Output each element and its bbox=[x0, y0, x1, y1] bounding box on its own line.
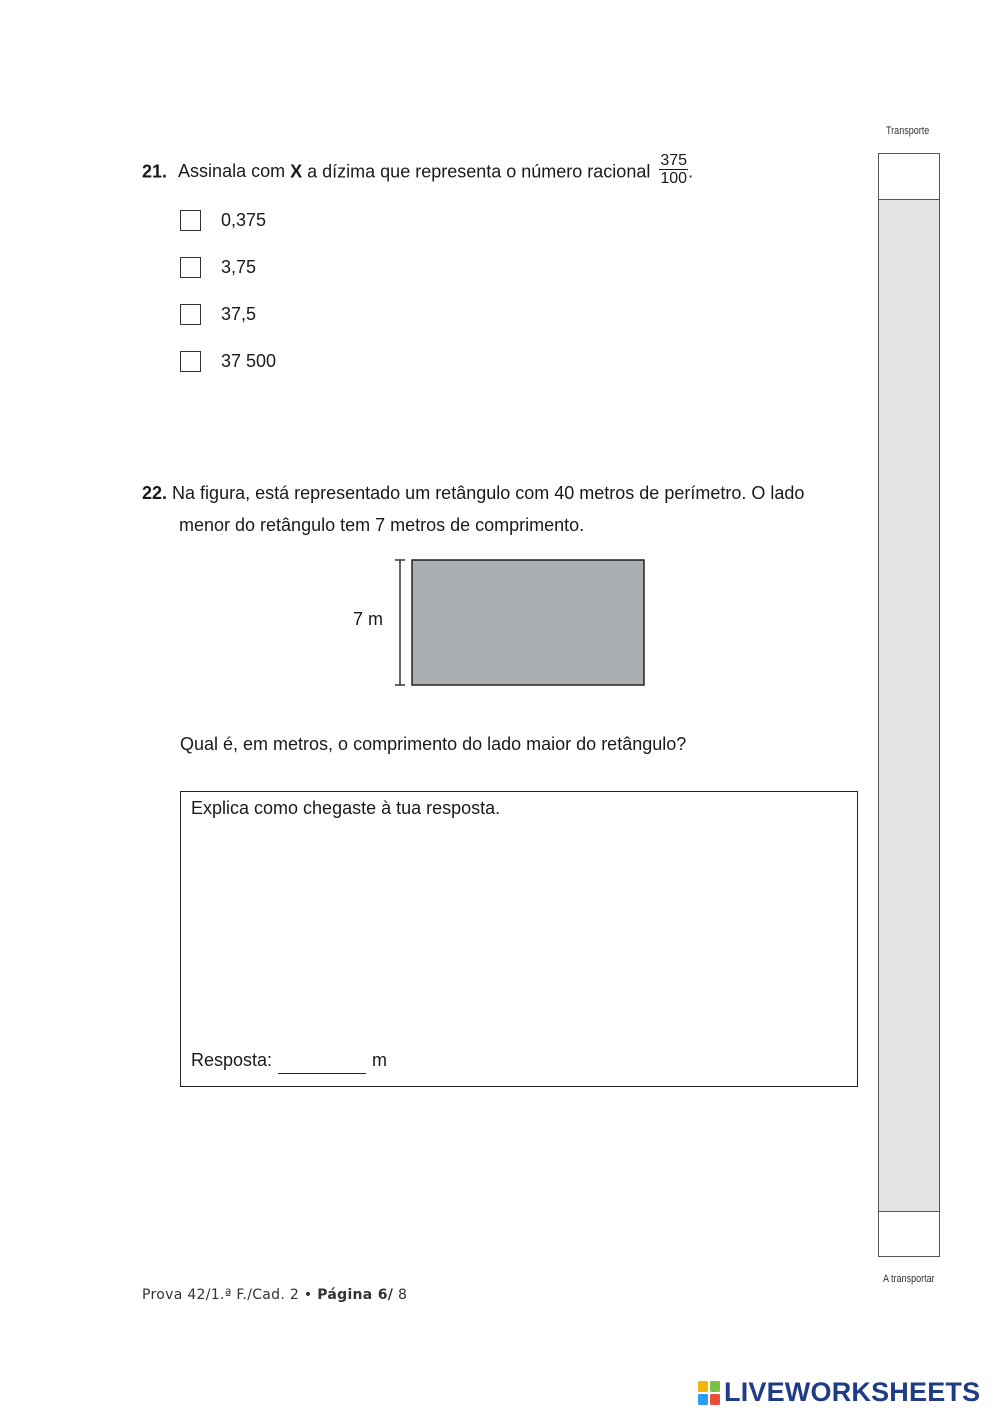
question-22 bbox=[142, 477, 858, 541]
option-37-500[interactable] bbox=[180, 349, 276, 373]
question-21-number: 21. bbox=[142, 161, 168, 182]
option-0-375-checkbox[interactable] bbox=[180, 210, 201, 231]
question-21-mark: X bbox=[290, 161, 303, 182]
footer-exam-id: Prova 42/1.ª F./Cad. 2 bbox=[142, 1287, 300, 1303]
question-21-text-after: a dízima que representa o número racional bbox=[307, 161, 651, 182]
option-3-75[interactable] bbox=[180, 255, 256, 279]
rectangle-height-label: 7 m bbox=[353, 609, 384, 629]
option-0-375-label: 0,375 bbox=[221, 209, 267, 230]
question-21-period: . bbox=[688, 161, 694, 182]
fraction-numerator: 375 bbox=[660, 152, 688, 169]
page-footer bbox=[142, 1287, 407, 1303]
a-transportar-label: A transportar bbox=[883, 1273, 935, 1285]
fraction-denominator: 100 bbox=[660, 170, 688, 187]
option-3-75-checkbox[interactable] bbox=[180, 257, 201, 278]
option-37-500-label: 37 500 bbox=[221, 350, 277, 371]
score-column bbox=[878, 153, 940, 1257]
question-22-line-1: Na figura, está representado um retângulo com 40 metros de perímetro. O lado bbox=[172, 483, 805, 503]
option-37-500-checkbox[interactable] bbox=[180, 351, 201, 372]
question-21 bbox=[142, 152, 694, 190]
transporte-label: Transporte bbox=[886, 125, 930, 137]
answer-box[interactable] bbox=[180, 791, 858, 1087]
transporte-box bbox=[879, 154, 939, 200]
liveworksheets-name: LIVEWORKSHEETS bbox=[724, 1377, 981, 1407]
question-21-text-before: Assinala com bbox=[178, 161, 286, 182]
a-transportar-box bbox=[879, 1211, 939, 1256]
question-22-line-2: menor do retângulo tem 7 metros de comprimento. bbox=[179, 515, 585, 535]
answer-label: Resposta: bbox=[191, 1050, 273, 1070]
rectangle-figure bbox=[340, 555, 660, 691]
question-22-number: 22. bbox=[142, 483, 168, 503]
option-0-375[interactable] bbox=[180, 208, 266, 232]
option-37-5-label: 37,5 bbox=[221, 303, 257, 324]
liveworksheets-brand[interactable] bbox=[697, 1377, 980, 1408]
footer-page-label: Página 6/ bbox=[317, 1287, 394, 1303]
answer-input[interactable] bbox=[278, 1051, 366, 1074]
answer-line bbox=[191, 1050, 387, 1074]
option-37-5-checkbox[interactable] bbox=[180, 304, 201, 325]
option-3-75-label: 3,75 bbox=[221, 256, 257, 277]
option-37-5[interactable] bbox=[180, 302, 256, 326]
rectangle-shape bbox=[412, 560, 644, 685]
fraction-375-100 bbox=[659, 152, 688, 187]
footer-page-total: 8 bbox=[397, 1287, 408, 1303]
footer-bullet: • bbox=[303, 1287, 313, 1303]
question-22-prompt: Qual é, em metros, o comprimento do lado maior do retângulo? bbox=[180, 734, 687, 754]
answer-unit: m bbox=[372, 1050, 388, 1070]
liveworksheets-logo-icon bbox=[697, 1380, 721, 1406]
answer-explanation-prompt: Explica como chegaste à tua resposta. bbox=[191, 798, 501, 818]
